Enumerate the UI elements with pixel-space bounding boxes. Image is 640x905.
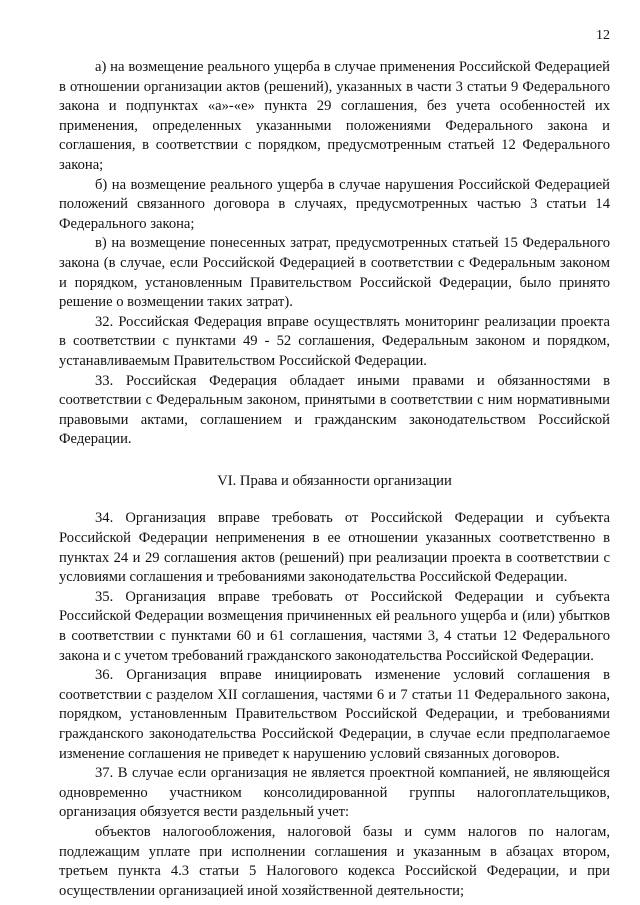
- paragraph-b-real-damage: б) на возмещение реального ущерба в случае нарушения Российской Федерацией положений связанного договора в случаях, предусмотренных частью 3 статьи 14 Федерального закона;: [59, 176, 610, 232]
- paragraph-33: 33. Российская Федерация обладает иными правами и обязанностями в соответствии с Федеральным законом, принятыми в соответствии с ним нормативными правовыми актами, соглашением и гражданским законодательством Российской Федерации.: [59, 372, 610, 448]
- section-heading: VI. Права и обязанности организации: [217, 472, 452, 489]
- paragraph-35: 35. Организация вправе требовать от Российской Федерации и субъекта Российской Федерации возмещения причиненных ей реального ущерба и (или) убытков в соответствии с пунктами 60 и 61 соглашения, частями 3, 4 статьи 12 Федерального закона и с учетом требований гражданского законодательства Российской Федерации.: [59, 588, 610, 664]
- paragraph-37-item: объектов налогообложения, налоговой базы и сумм налогов по налогам, подлежащим уплате при исполнении соглашения и указанным в абзацах втором, третьем пункта 4.3 статьи 5 Налогового кодекса Российской Федерации, и при осуществлении организацией иной хозяйственной деятельности;: [59, 823, 610, 899]
- document-body: [59, 58, 610, 901]
- page-number: 12: [596, 28, 610, 43]
- paragraph-34: 34. Организация вправе требовать от Российской Федерации и субъекта Российской Федерации неприменения в ее отношении указанных соответственно в пунктах 24 и 29 соглашения актов (решений) при реализации проекта в соответствии с условиями соглашения и требованиями законодательства Российской Федерации.: [59, 510, 610, 586]
- paragraph-36: 36. Организация вправе инициировать изменение условий соглашения в соответствии с разделом XII соглашения, частями 6 и 7 статьи 11 Федерального закона, порядком, установленным Правительством Российской Федерации, и требованиями гражданского законодательства Российской Федерации, в случае если предполагаемое изменение соглашения не приведет к нарушению условий связанных договоров.: [59, 667, 610, 762]
- paragraph-32: 32. Российская Федерация вправе осуществлять мониторинг реализации проекта в соответствии с пунктами 49 - 52 соглашения, Федеральным законом и порядком, устанавливаемым Правительством Российской Федерации.: [59, 313, 610, 369]
- paragraph-37: 37. В случае если организация не является проектной компанией, не являющейся одновременно участником консолидированной группы налогоплательщиков, организация обязуется вести раздельный учет:: [59, 765, 610, 821]
- paragraph-c-costs: в) на возмещение понесенных затрат, предусмотренных статьей 15 Федерального закона (в случае, если Российской Федерацией в соответствии с Федеральным законом и порядком, установленным Правительством Российской Федерации, было принято решение о возмещении таких затрат).: [59, 235, 610, 311]
- paragraph-a-real-damage: а) на возмещение реального ущерба в случае применения Российской Федерацией в отношении организации актов (решений), указанных в части 3 статьи 9 Федерального закона и подпунктах «а»-«е» пункта 29 соглашения, без учета особенностей их применения, определенных указанными положениями Федерального закона и соглашения, в соответствии с порядком, предусмотренным статьей 12 Федерального закона;: [59, 59, 610, 173]
